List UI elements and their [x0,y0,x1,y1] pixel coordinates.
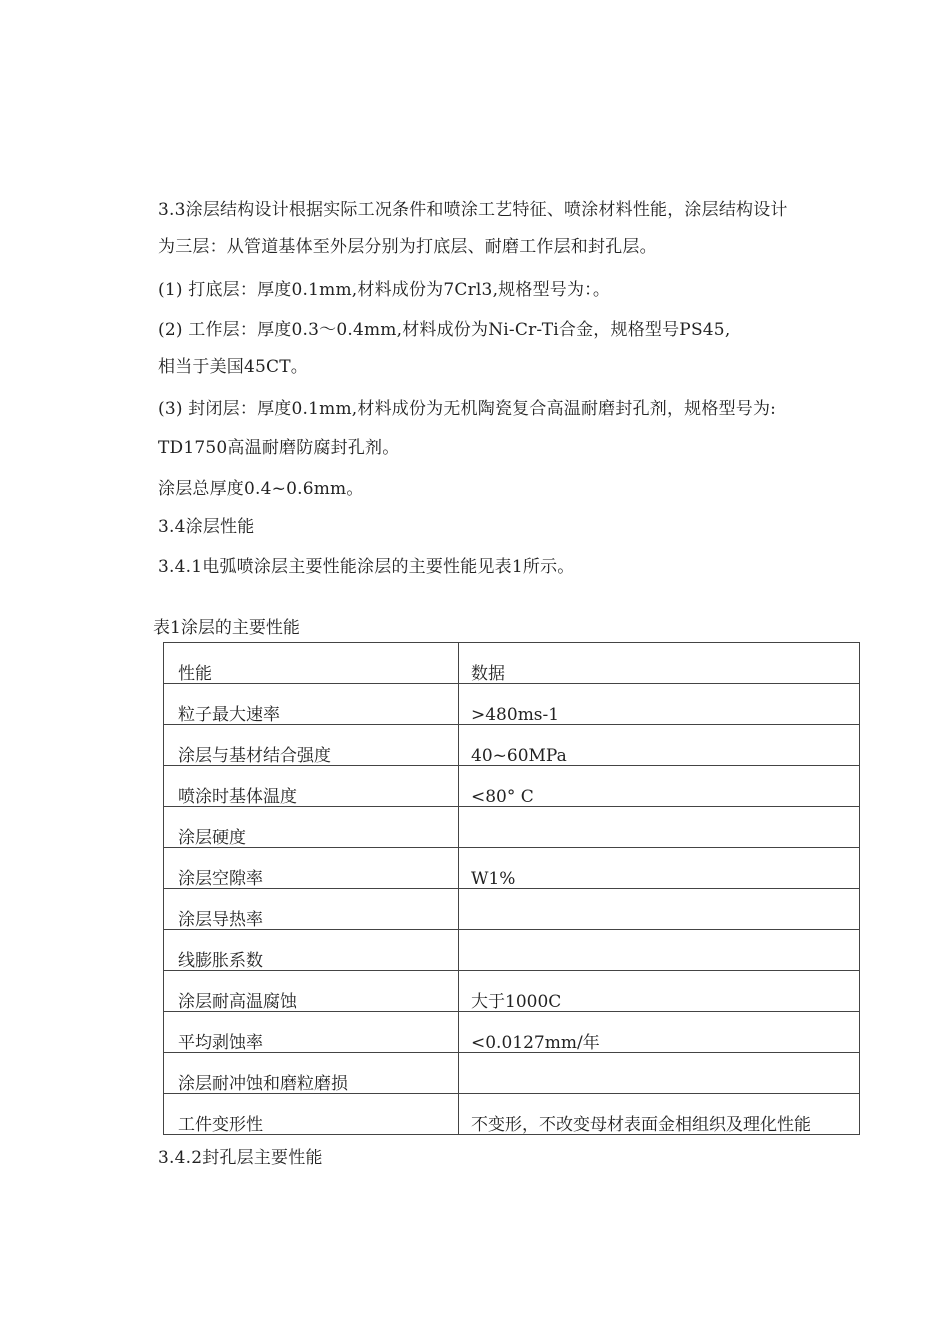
table-row [164,848,860,889]
paragraph-3-3-line-2: 为三层：从管道基体至外层分别为打底层、耐磨工作层和封孔层。 [158,237,657,257]
cell-value: W1% [459,848,860,889]
table-row [164,889,860,930]
cell-value: 大于1000C [459,971,860,1012]
table-row [164,1053,860,1094]
cell-value: 不变形，不改变母材表面金相组织及理化性能 [459,1094,860,1135]
paragraph-primer-layer: (1) 打底层：厚度0.1mm,材料成份为7Crl3,规格型号为：。 [158,280,611,300]
cell-property: 工件变形性 [164,1094,459,1135]
table-row [164,725,860,766]
header-cell-property: 性能 [164,643,459,684]
cell-property: 涂层耐高温腐蚀 [164,971,459,1012]
cell-property: 涂层空隙率 [164,848,459,889]
cell-value: <0.0127mm/年 [459,1012,860,1053]
paragraph-3-4-1: 3.4.1电弧喷涂层主要性能涂层的主要性能见表1所示。 [158,557,575,577]
section-heading-3-4-2: 3.4.2封孔层主要性能 [158,1148,323,1168]
cell-value [459,1053,860,1094]
table-row [164,971,860,1012]
cell-property: 涂层导热率 [164,889,459,930]
table-row [164,1094,860,1135]
cell-property: 喷涂时基体温度 [164,766,459,807]
cell-property: 涂层与基材结合强度 [164,725,459,766]
header-cell-data: 数据 [459,643,860,684]
table-caption: 表1涂层的主要性能 [153,618,300,638]
cell-property: 涂层硬度 [164,807,459,848]
cell-property: 平均剥蚀率 [164,1012,459,1053]
cell-property: 涂层耐冲蚀和磨粒磨损 [164,1053,459,1094]
table-row [164,684,860,725]
paragraph-working-layer-line-2: 相当于美国45CT。 [158,357,308,377]
cell-value [459,930,860,971]
cell-property: 粒子最大速率 [164,684,459,725]
section-heading-3-4: 3.4涂层性能 [158,517,255,537]
paragraph-working-layer-line-1: (2) 工作层：厚度0.3〜0.4mm,材料成份为Ni-Cr-Ti合金，规格型号PS45, [158,320,731,340]
table-row [164,1012,860,1053]
coating-properties-table [163,642,860,1135]
cell-value: 40~60MPa [459,725,860,766]
table-header-row [164,643,860,684]
paragraph-sealing-layer-line-2: TD1750高温耐磨防腐封孔剂。 [158,438,400,458]
paragraph-sealing-layer-line-1: (3) 封闭层：厚度0.1mm,材料成份为无机陶瓷复合高温耐磨封孔剂，规格型号为: [158,399,777,419]
paragraph-total-thickness: 涂层总厚度0.4~0.6mm。 [158,479,364,499]
cell-property: 线膨胀系数 [164,930,459,971]
table-row [164,807,860,848]
cell-value [459,889,860,930]
table-row [164,930,860,971]
cell-value [459,807,860,848]
cell-value: >480ms-1 [459,684,860,725]
paragraph-3-3-line-1: 3.3涂层结构设计根据实际工况条件和喷涂工艺特征、喷涂材料性能，涂层结构设计 [158,200,788,220]
cell-value: <80° C [459,766,860,807]
table-row [164,766,860,807]
